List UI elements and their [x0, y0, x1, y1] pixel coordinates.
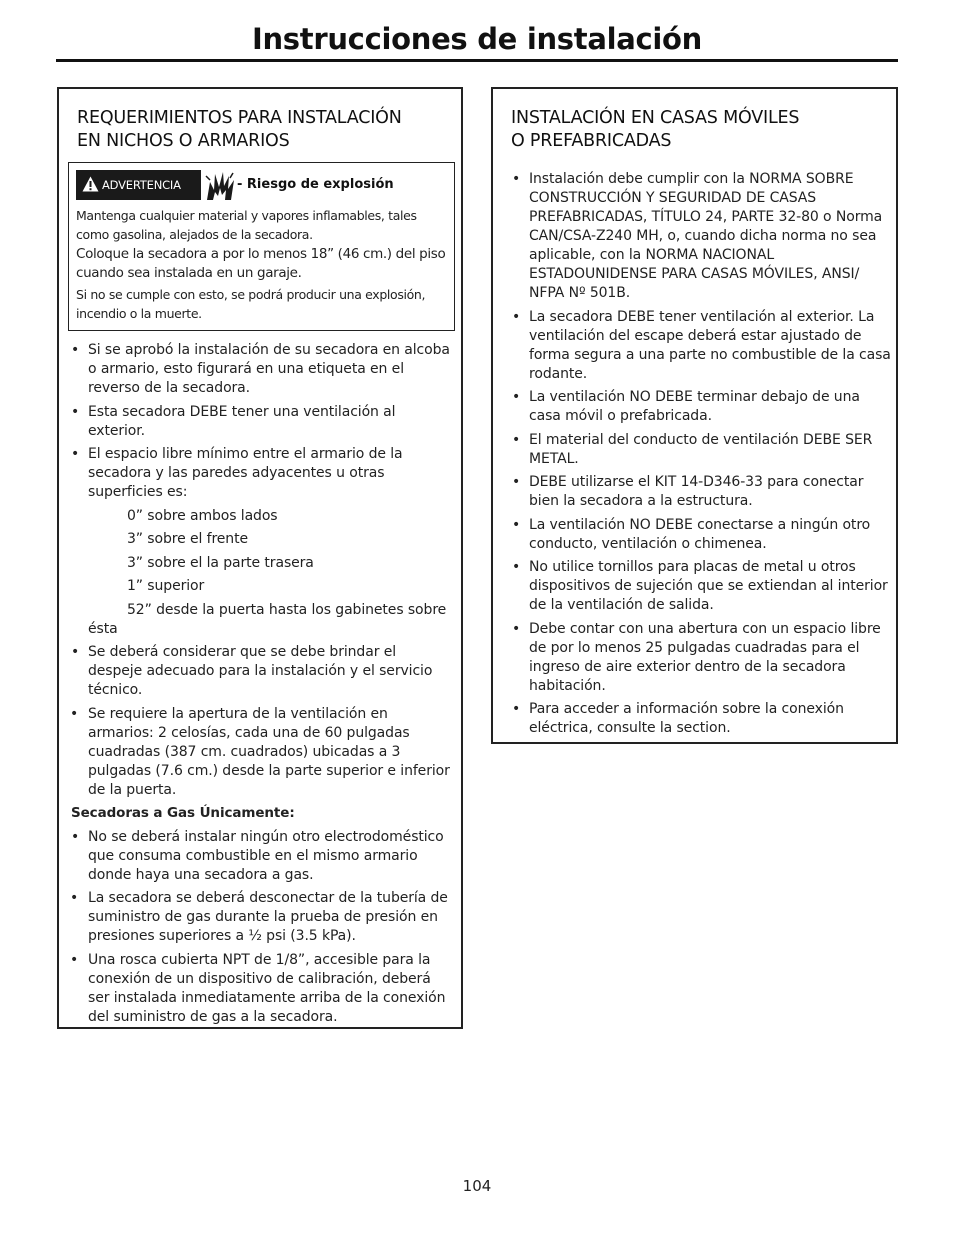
list-item: • Para acceder a información sobre la conexión eléctrica, consulte la section. — [511, 700, 891, 738]
list-item: • El material del conducto de ventilación DEBE SER METAL. — [511, 431, 891, 469]
page-title: Instrucciones de instalación — [251, 22, 703, 56]
explosion-warning-box — [68, 162, 455, 331]
mobile-heading-line1: INSTALACIÓN EN CASAS MÓVILES — [511, 108, 800, 128]
list-item: • DEBE utilizarse el KIT 14-D346-33 para conectar bien la secadora a la estructura. — [511, 473, 891, 511]
warning-text-flammables: Mantenga cualquier material y vapores inflamables, tales como gasolina, alejados de la secadora. — [76, 208, 417, 242]
list-item: • Una rosca cubierta NPT de 1/8”, accesible para la conexión de un dispositivo de calibración, deberá ser instalada inmediatamente arriba de la conexión del suministro de gas a la secadora. — [69, 951, 454, 1027]
list-item: • Se deberá considerar que se debe brindar el despeje adecuado para la instalación y el servicio técnico. — [69, 643, 454, 700]
list-item: • Instalación debe cumplir con la NORMA SOBRE CONSTRUCCIÓN Y SEGURIDAD DE CASAS PREFABRICADAS, TÍTULO 24, PARTE 32-80 o Norma CAN/CSA-Z240 MH, o, cuando dicha norma no sea aplicable, con la NORMA NACIONAL ESTADOUNIDENSE PARA CASAS MÓVILES, ANSI/ NFPA Nº 501B. — [511, 170, 891, 303]
warning-text-consequence: Si no se cumple con esto, se podrá producir una explosión, incendio o la muerte. — [76, 287, 426, 321]
clearance-item: 52” desde la puerta hasta los gabinetes sobre ésta — [88, 601, 447, 637]
list-item: • No utilice tornillos para placas de metal u otros dispositivos de sujeción que se extiendan al interior de la ventilación de salida. — [511, 558, 891, 615]
warning-text-garage: Coloque la secadora a por lo menos 18” (46 cm.) del piso cuando sea instalada en un garaje. — [76, 246, 446, 281]
closet-heading-line1: REQUERIMIENTOS PARA INSTALACIÓN — [77, 108, 402, 128]
list-item: • La secadora se deberá desconectar de la tubería de suministro de gas durante la prueba de presión en presiones superiores a ½ psi (3.5 kPa). — [69, 889, 454, 946]
clearance-item: 3” sobre el la parte trasera — [127, 554, 314, 571]
mobile-home-installation-section — [491, 87, 898, 744]
clearance-item: 0” sobre ambos lados — [127, 507, 278, 524]
closet-installation-section — [57, 87, 463, 1029]
mobile-heading-line2: O PREFABRICADAS — [511, 131, 672, 151]
list-item: • La secadora DEBE tener ventilación al exterior. La ventilación del escape deberá estar ajustado de forma segura a una parte no combustible de la casa rodante. — [511, 308, 891, 384]
closet-requirements-list — [69, 341, 454, 1031]
closet-section-heading — [77, 107, 457, 153]
clearance-item: 1” superior — [127, 578, 205, 594]
list-item: • No se deberá instalar ningún otro electrodoméstico que consuma combustible en el mismo armario donde haya una secadora a gas. — [69, 828, 454, 885]
list-item: • Se requiere la apertura de la ventilación en armarios: 2 celosías, cada una de 60 pulgadas cuadradas (387 cm. cuadrados) ubicadas a 3 pulgadas (7.6 cm.) desde la parte superior e inferior de la puerta. — [69, 705, 454, 800]
mobile-home-requirements-list — [511, 170, 891, 743]
title-rule — [56, 59, 898, 62]
warning-badge — [76, 170, 201, 200]
explosion-icon — [204, 170, 236, 202]
warning-label: - Riesgo de explosión — [237, 177, 394, 192]
clearance-item: 3” sobre el frente — [127, 531, 248, 547]
list-item: • Debe contar con una abertura con un espacio libre de por lo menos 25 pulgadas cuadradas para el ingreso de aire exterior dentro de la secadora habitación. — [511, 620, 891, 696]
warning-header — [76, 170, 448, 200]
list-item: • La ventilación NO DEBE terminar debajo de una casa móvil o prefabricada. — [511, 388, 891, 426]
page-number: 104 — [462, 1177, 492, 1195]
mobile-home-section-heading — [511, 107, 891, 153]
closet-heading-line2: EN NICHOS O ARMARIOS — [77, 131, 290, 151]
list-item: • Si se aprobó la instalación de su secadora en alcoba o armario, esto figurará en una etiqueta en el reverso de la secadora. — [69, 341, 454, 398]
list-item: • El espacio libre mínimo entre el armario de la secadora y las paredes adyacentes u otras superficies es: — [69, 445, 454, 502]
warning-badge-text: ADVERTENCIA — [102, 178, 181, 192]
list-item: • Esta secadora DEBE tener una ventilación al exterior. — [69, 403, 454, 441]
gas-dryers-heading: Secadoras a Gas Únicamente: — [71, 805, 295, 821]
warning-triangle-icon — [82, 176, 99, 192]
list-item: • La ventilación NO DEBE conectarse a ningún otro conducto, ventilación o chimenea. — [511, 516, 891, 554]
